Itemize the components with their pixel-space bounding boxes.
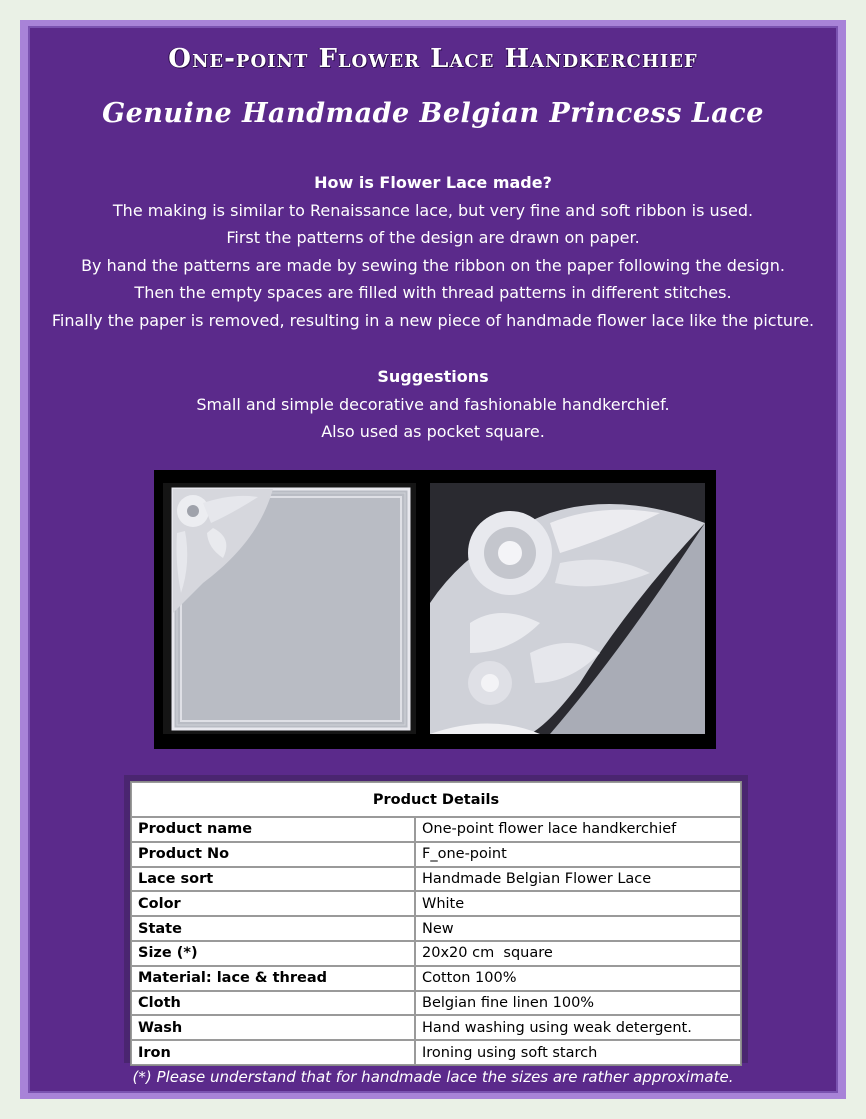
row-value: New [415,916,741,941]
suggestions-line: Small and simple decorative and fashionable handkerchief. [196,394,670,414]
handkerchief-photo [163,483,416,734]
table-row [131,1015,741,1040]
content-panel [28,26,838,1093]
row-key: Iron [131,1040,415,1065]
row-value: Hand washing using weak detergent. [415,1015,741,1040]
table-row [131,966,741,991]
suggestions-section [30,363,836,446]
page-frame [20,20,846,1099]
row-value: White [415,891,741,916]
how-made-heading: How is Flower Lace made? [314,173,552,192]
lace-closeup-photo [430,483,705,734]
table-row [131,941,741,966]
size-footnote: (*) Please understand that for handmade lace the sizes are rather approximate. [132,1068,734,1086]
table-row [131,891,741,916]
table-row [131,842,741,867]
table-row [131,817,741,842]
row-value: Cotton 100% [415,966,741,991]
row-key: Lace sort [131,867,415,892]
row-key: Cloth [131,991,415,1016]
row-key: Color [131,891,415,916]
row-key: Wash [131,1015,415,1040]
product-details-table-wrap [124,775,748,1063]
product-photos [154,470,716,749]
row-value: Ironing using soft starch [415,1040,741,1065]
how-made-line: By hand the patterns are made by sewing the ribbon on the paper following the design. [81,255,785,275]
row-value: 20x20 cm square [415,941,741,966]
how-made-line: Finally the paper is removed, resulting in a new piece of handmade flower lace like the picture. [51,310,815,330]
suggestions-heading: Suggestions [377,367,489,386]
table-row [131,991,741,1016]
table-caption: Product Details [131,782,741,817]
row-value: One-point flower lace handkerchief [415,817,741,842]
suggestions-line: Also used as pocket square. [321,422,545,442]
row-value: Belgian fine linen 100% [415,991,741,1016]
row-key: Product No [131,842,415,867]
row-key: Product name [131,817,415,842]
table-row [131,1040,741,1065]
how-made-line: Then the empty spaces are filled with thread patterns in different stitches. [134,283,732,303]
row-key: State [131,916,415,941]
product-details-table [130,781,742,1066]
how-made-line: The making is similar to Renaissance lace, but very fine and soft ribbon is used. [112,200,754,220]
table-row [131,867,741,892]
table-header-row [131,782,741,817]
row-key: Size (*) [131,941,415,966]
page-subtitle: Genuine Handmade Belgian Princess Lace [102,98,764,129]
row-value: F_one-point [415,842,741,867]
row-value: Handmade Belgian Flower Lace [415,867,741,892]
table-row [131,916,741,941]
how-made-line: First the patterns of the design are drawn on paper. [226,228,640,248]
how-made-section [30,169,836,335]
page-title: One-point Flower Lace Handkerchief [168,44,698,74]
row-key: Material: lace & thread [131,966,415,991]
